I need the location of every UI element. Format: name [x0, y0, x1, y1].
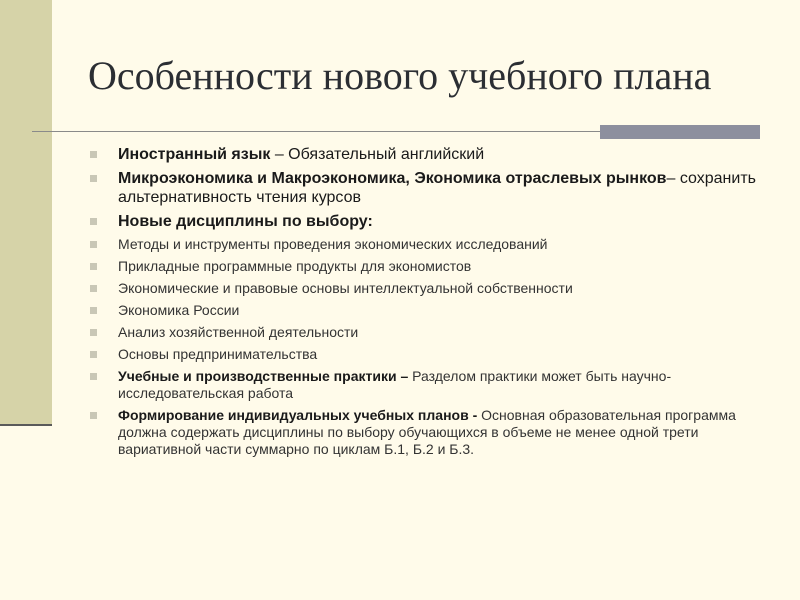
list-item: [90, 407, 780, 458]
list-item: [90, 346, 780, 363]
item-bold: Микроэкономика и Макроэкономика, Экономика отраслевых рынков: [118, 170, 667, 187]
item-bold: Новые дисциплины по выбору:: [118, 213, 373, 230]
slide-title: Особенности нового учебного плана: [88, 53, 712, 98]
list-item: [90, 145, 780, 164]
list-item: [90, 280, 780, 297]
divider-accent-block: [600, 125, 760, 139]
list-item: [90, 302, 780, 319]
bullet-list: [90, 145, 780, 463]
item-text: Разделом практики может быть научно-исследовательская работа: [118, 368, 672, 401]
side-decor-line: [0, 424, 52, 426]
item-bold: Формирование индивидуальных учебных планов -: [118, 407, 478, 423]
item-text: – Обязательный английский: [270, 146, 485, 163]
item-text: Экономика России: [118, 302, 240, 318]
list-item: [90, 212, 780, 231]
item-text: Основная образовательная программа должна содержать дисциплины по выбору обучающихся в объеме не менее одной трети вариативной части суммарно по циклам Б.1, Б.2 и Б.3.: [118, 407, 736, 457]
item-text: Прикладные программные продукты для экономистов: [118, 258, 472, 274]
item-text: Основы предпринимательства: [118, 346, 318, 362]
item-bold: Иностранный язык: [118, 146, 271, 163]
item-text: Анализ хозяйственной деятельности: [118, 324, 359, 340]
list-item: [90, 258, 780, 275]
list-item: [90, 324, 780, 341]
list-item: [90, 368, 780, 402]
list-item: [90, 169, 780, 207]
item-text: Экономические и правовые основы интеллектуальной собственности: [118, 280, 573, 296]
item-bold: Учебные и производственные практики –: [118, 368, 409, 384]
item-text: Методы и инструменты проведения экономических исследований: [118, 236, 548, 252]
side-decor-bar: [0, 0, 52, 425]
list-item: [90, 236, 780, 253]
item-text: – сохранить альтернативность чтения курсов: [118, 170, 756, 206]
